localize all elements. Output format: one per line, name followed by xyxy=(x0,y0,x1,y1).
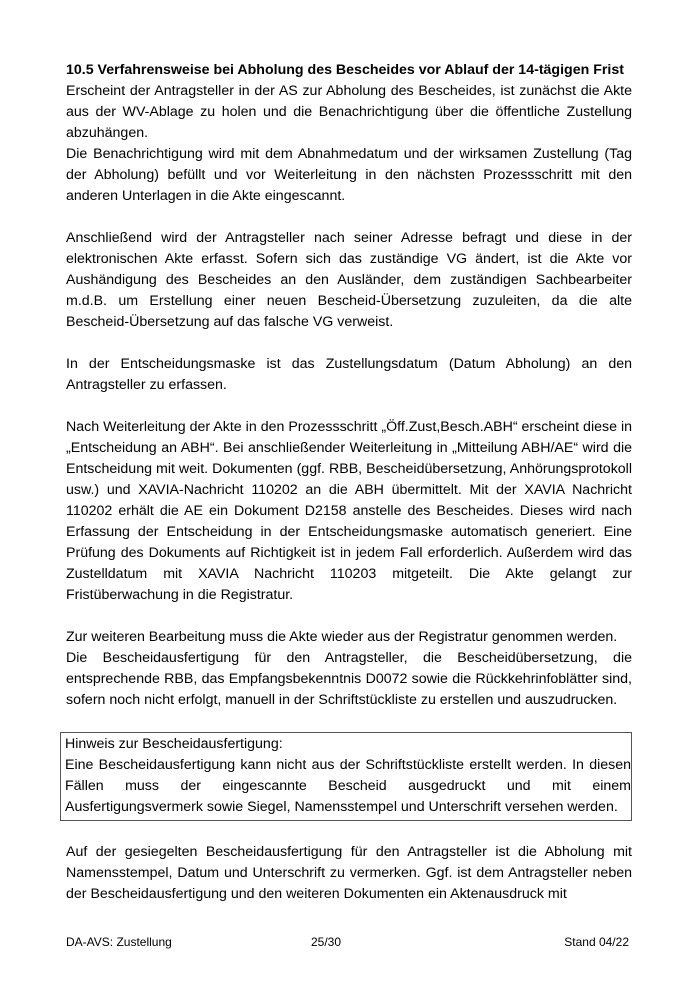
paragraph-address: Anschließend wird der Antragsteller nach seiner Adresse befragt und diese in der elektronischen Akte erfasst. Sofern sich das zuständige VG ändert, ist die Akte vor Aushändigung des Bescheides an den Ausländer, dem zuständigen Sachbearbeiter m.d.B. um Erstellung einer neuen Bescheid-Übersetzung zuzuleiten, da die alte Bescheid-Übersetzung auf das falsche VG verweist. xyxy=(66,230,632,330)
paragraph-notification: Die Benachrichtigung wird mit dem Abnahmedatum und der wirksamen Zustellung (Tag der Abholung) befüllt und vor Weiterleitung in den nächsten Prozessschritt mit den anderen Unterlagen in die Akte eingescannt. xyxy=(66,146,632,204)
spacer xyxy=(66,396,632,417)
spacer xyxy=(66,821,632,842)
footer-version: Stand 04/22 xyxy=(564,935,629,949)
notice-title: Hinweis zur Bescheidausfertigung: xyxy=(65,736,283,752)
footer-page-number: 25/30 xyxy=(311,935,342,949)
notice-text: Eine Bescheidausfertigung kann nicht aus der Schriftstückliste erstellt werden. In diesen Fällen muss der eingescannte Bescheid ausgedruckt und mit einem Ausfertigungsvermerk sowie Siegel, Namensstempel und Unterschrift versehen werden. xyxy=(65,757,631,815)
paragraph-registry: Zur weiteren Bearbeitung muss die Akte wieder aus der Registratur genommen werden. xyxy=(66,629,618,645)
paragraph-closing: Auf der gesiegelten Bescheidausfertigung für den Antragsteller ist die Abholung mit Namensstempel, Datum und Unterschrift zu vermerken. Ggf. ist dem Antragsteller neben der Bescheidausfertigung und den weiteren Dokumenten ein Aktenausdruck mit xyxy=(66,844,632,902)
paragraph-delivery-date: In der Entscheidungsmaske ist das Zustellungsdatum (Datum Abholung) an den Antragsteller zu erfassen. xyxy=(66,356,632,393)
spacer xyxy=(66,711,632,732)
paragraph-documents: Die Bescheidausfertigung für den Antragsteller, die Bescheidübersetzung, die entsprechende RBB, das Empfangsbekenntnis D0072 sowie die Rückkehrinfoblätter sind, sofern noch nicht erfolgt, manuell in der Schriftstückliste zu erstellen und auszudrucken. xyxy=(66,650,632,708)
document-body xyxy=(66,60,632,905)
paragraph-pickup: Erscheint der Antragsteller in der AS zur Abholung des Bescheides, ist zunächst die Akte aus der WV-Ablage zu holen und die Benachrichtigung über die öffentliche Zustellung abzuhängen. xyxy=(66,83,632,141)
page-footer xyxy=(66,932,632,952)
section-heading: 10.5 Verfahrensweise bei Abholung des Bescheides vor Ablauf der 14-tägigen Frist xyxy=(66,62,624,78)
spacer xyxy=(66,207,632,228)
spacer xyxy=(66,606,632,627)
footer-document-title: DA-AVS: Zustellung xyxy=(66,935,172,949)
spacer xyxy=(66,333,632,354)
paragraph-forwarding: Nach Weiterleitung der Akte in den Prozessschritt „Öff.Zust,Besch.ABH“ erscheint diese in „Entscheidung an ABH“. Bei anschließender Weiterleitung in „Mitteilung ABH/AE“ wird die Entscheidung mit weit. Dokumenten (ggf. RBB, Bescheidübersetzung, Anhörungsprotokoll usw.) und XAVIA-Nachricht 110202 an die ABH übermittelt. Mit der XAVIA Nachricht 110202 erhält die AE ein Dokument D2158 anstelle des Bescheides. Dieses wird nach Erfassung der Entscheidung in der Entscheidungsmaske automatisch generiert. Eine Prüfung des Dokuments auf Richtigkeit ist in jedem Fall erforderlich. Außerdem wird das Zustelldatum mit XAVIA Nachricht 110203 mitgeteilt. Die Akte gelangt zur Fristüberwachung in die Registratur. xyxy=(66,419,632,603)
notice-box xyxy=(60,732,632,821)
